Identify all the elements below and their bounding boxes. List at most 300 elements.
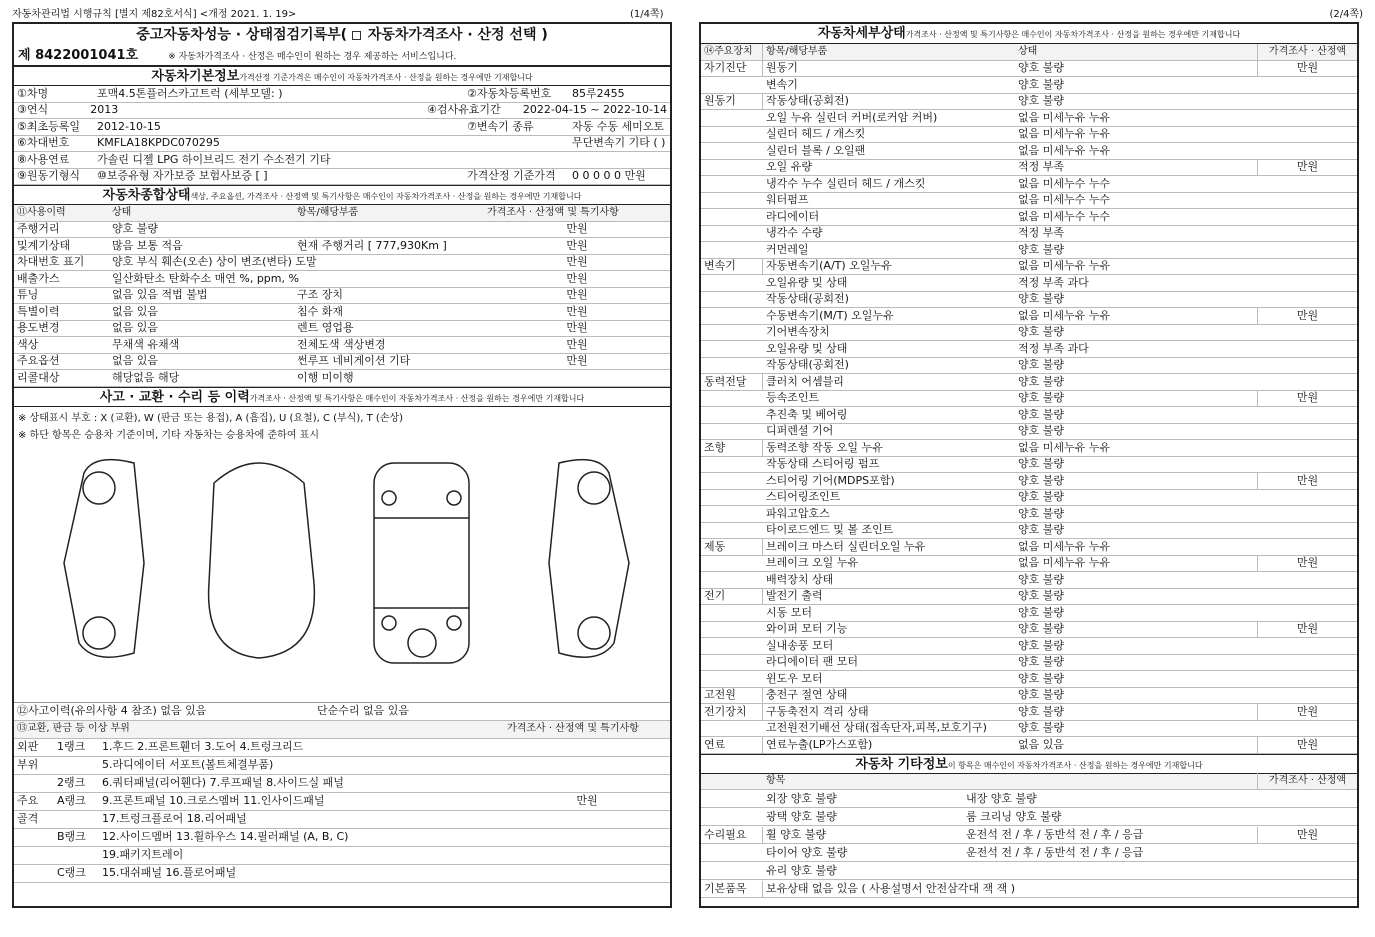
detail-item: 작동상태 스티어링 펌프 [766, 457, 880, 471]
detail-row [701, 671, 1357, 688]
detail-item: 윈도우 모터 [766, 671, 823, 685]
detail-item: 냉각수 수량 [766, 226, 823, 240]
form-title [14, 24, 670, 46]
exchange-parts: 1.후드 2.프론트휀더 3.도어 4.트렁크리드 [102, 740, 304, 753]
exchange-row [14, 757, 670, 775]
detail-price: 만원 [1257, 159, 1357, 175]
basic-info-title: 자동차기본정보 [151, 69, 240, 84]
detail-state: 적정 부족 [1018, 160, 1065, 174]
other-row [701, 790, 1357, 808]
other-table [701, 790, 1357, 898]
detail-state: 없음 미세누수 누수 [1018, 209, 1111, 223]
overall-key: 주요옵션 [17, 354, 60, 368]
overall-key: 차대번호 표기 [17, 255, 85, 269]
overall-row [14, 304, 670, 321]
detail-item: 스티어링조인트 [766, 490, 841, 504]
detail-state: 양호 불량 [1018, 688, 1065, 702]
detail-state: 적정 부족 과다 [1018, 275, 1089, 289]
overall-detail: 구조 장치 [297, 288, 344, 302]
detail-row [701, 242, 1357, 259]
detail-row [701, 490, 1357, 507]
price-check-checkbox[interactable] [352, 31, 361, 40]
overall-key: 배출가스 [17, 271, 60, 285]
detail-item: 발전기 출력 [766, 589, 823, 603]
other-price: 만원 [1257, 827, 1357, 843]
detail-device: 조향 [701, 440, 763, 456]
other-item: 타이어 양호 불량 [766, 845, 848, 859]
other-row [701, 826, 1357, 844]
detail-item: 변속기 [766, 77, 798, 91]
detail-row [701, 308, 1357, 325]
detail-item: 시동 모터 [766, 605, 813, 619]
detail-row [701, 737, 1357, 754]
other-title: 자동차 기타정보 [855, 756, 948, 772]
detail-item: 실내송풍 모터 [766, 638, 834, 652]
detail-price: 만원 [1257, 390, 1357, 406]
detail-device: 원동기 [701, 93, 763, 109]
detail-item: 실린더 블록 / 오일팬 [766, 143, 866, 157]
basic-value-2: 무단변속기 기타 ( ) [572, 136, 666, 150]
car-diagram-svg [14, 443, 670, 673]
overall-key: 및계기상태 [17, 238, 71, 252]
basic-info-row [14, 169, 670, 186]
basic-info-note: 가격산정 기준가격은 매수인이 자동차가격조사 · 산정을 원하는 경우에만 기재합니다 [239, 73, 533, 82]
detail-device: 고전원 [701, 687, 763, 703]
detail-row [701, 556, 1357, 573]
detail-row [701, 61, 1357, 78]
basic-info-section-title [14, 66, 670, 86]
exchange-parts: 6.쿼터패널(리어휀다) 7.루프패널 8.사이드실 패널 [102, 776, 344, 789]
overall-price: 만원 [566, 288, 588, 302]
exchange-rank: C랭크 [57, 866, 86, 879]
form-title-option: 자동차가격조사 · 산정 선택 ) [367, 27, 548, 43]
detail-row [701, 638, 1357, 655]
detail-state: 양호 불량 [1018, 391, 1065, 405]
detail-item: 실린더 헤드 / 개스킷 [766, 127, 866, 141]
detail-state: 양호 불량 [1018, 671, 1065, 685]
overall-key: 리콜대상 [17, 370, 60, 384]
detail-state: 없음 미세누유 누유 [1018, 127, 1111, 141]
basic-key: ⑨원동기형식 [17, 169, 80, 183]
detail-state: 적정 부족 과다 [1018, 341, 1089, 355]
basic-info-row [14, 103, 670, 120]
detail-row [701, 127, 1357, 144]
overall-state: 없음 있음 적법 불법 [112, 288, 208, 302]
detail-state: 양호 불량 [1018, 407, 1065, 421]
overall-state: 양호 부식 훼손(오손) 상이 변조(변타) 도말 [112, 255, 317, 269]
car-left-side [64, 459, 144, 657]
form-title-text: 중고자동차성능 · 상태점검기록부( [136, 27, 348, 43]
detail-row [701, 424, 1357, 441]
accident-history-row [14, 703, 670, 721]
exchange-row [14, 775, 670, 793]
basic-value: KMFLA18KPDC070295 [97, 136, 220, 150]
detail-item: 연료누출(LP가스포함) [766, 737, 873, 751]
detail-row [701, 341, 1357, 358]
detail-price: 만원 [1257, 308, 1357, 324]
other-category: 수리필요 [701, 827, 763, 843]
detail-item: 타이로드엔드 및 볼 조인트 [766, 523, 894, 537]
exchange-head: ⑬교환, 판금 등 이상 부위 [17, 723, 130, 734]
overall-state: 양호 불량 [112, 222, 159, 236]
detail-state: 양호 불량 [1018, 473, 1065, 487]
detail-state: 양호 불량 [1018, 638, 1065, 652]
exchange-row [14, 847, 670, 865]
overall-key: 튜닝 [17, 288, 39, 302]
overall-price: 만원 [566, 271, 588, 285]
car-frame-view [374, 463, 469, 663]
exchange-rank: 1랭크 [57, 740, 86, 753]
detail-item: 작동상태(공회전) [766, 358, 849, 372]
other-section-title [701, 754, 1357, 774]
accident-note: 가격조사 · 산정액 및 특기사항은 매수인이 자동차가격조사 · 산정을 원하는 경우에만 기재합니다 [249, 393, 585, 403]
detail-item: 수동변속기(M/T) 오일누유 [766, 308, 894, 322]
overall-state: 없음 있음 [112, 354, 159, 368]
overall-row [14, 337, 670, 354]
detail-row [701, 523, 1357, 540]
certificate-number: 제 8422001041호 [18, 47, 139, 63]
overall-section-title [14, 185, 670, 205]
overall-price: 만원 [566, 321, 588, 335]
detail-row [701, 325, 1357, 342]
detail-price: 만원 [1257, 737, 1357, 753]
basic-value-2: 2022-04-15 ~ 2022-10-14 [522, 103, 667, 117]
exchange-group: 골격 [17, 812, 39, 825]
overall-state: 없음 있음 [112, 304, 159, 318]
basic-key: ⑤최초등록일 [17, 119, 80, 133]
basic-info-row [14, 152, 670, 169]
form-note: ※ 자동차가격조사 · 산정은 매수인이 원하는 경우 제공하는 서비스입니다. [168, 52, 457, 62]
detail-item: 워터펌프 [766, 193, 809, 207]
exchange-rank: B랭크 [57, 830, 86, 843]
basic-value: 가솔린 디젤 LPG 하이브리드 전기 수소전기 기타 [97, 152, 331, 166]
other-note: 이 항목은 매수인이 자동차가격조사 · 산정을 원하는 경우에만 기재합니다 [947, 760, 1203, 770]
overall-key: 주행거리 [17, 222, 60, 236]
detail-item: 작동상태(공회전) [766, 94, 849, 108]
detail-item: 오일유량 및 상태 [766, 275, 848, 289]
detail-row [701, 688, 1357, 705]
car-diagram [14, 443, 670, 703]
detail-state: 없음 있음 [1018, 737, 1065, 751]
overall-row [14, 238, 670, 255]
exchange-price-head: 가격조사 · 산정액 및 특기사항 [507, 723, 639, 734]
detail-device: 동력전달 [701, 374, 763, 390]
detail-item: 등속조인트 [766, 391, 820, 405]
detail-state: 양호 불량 [1018, 457, 1065, 471]
detail-row [701, 655, 1357, 672]
overall-price: 만원 [566, 354, 588, 368]
car-top-view [209, 463, 315, 658]
detail-device: 제동 [701, 539, 763, 555]
exchange-parts: 12.사이드멤버 13.휠하우스 14.필러패널 (A, B, C) [102, 830, 349, 843]
overall-detail: 현재 주행거리 [ 777,930Km ] [297, 238, 447, 252]
other-item: 휠 양호 불량 [766, 827, 827, 841]
other-head-item: 항목 [766, 775, 786, 787]
other-head-price: 가격조사 · 산정액 [1257, 773, 1357, 789]
exchange-group: 부위 [17, 758, 39, 771]
other-row [701, 880, 1357, 898]
detail-state: 양호 불량 [1018, 325, 1065, 339]
overall-state: 없음 있음 [112, 321, 159, 335]
detail-item: 냉각수 누수 실린더 헤드 / 개스킷 [766, 176, 926, 190]
basic-key: ⑧사용연료 [17, 152, 70, 166]
other-item: 외장 양호 불량 [766, 791, 837, 805]
detail-state: 없음 미세누수 누수 [1018, 176, 1111, 190]
overall-detail: 전체도색 색상변경 [297, 337, 386, 351]
detail-state: 양호 불량 [1018, 61, 1065, 75]
detail-item: 원동기 [766, 61, 798, 75]
car-left-front-wheel [83, 472, 115, 504]
exchange-row [14, 793, 670, 811]
detail-price: 만원 [1257, 704, 1357, 720]
page-1-panel [12, 22, 672, 908]
accident-title: 사고 · 교환 · 수리 등 이력 [99, 389, 250, 405]
detail-state: 양호 불량 [1018, 589, 1065, 603]
basic-info-row [14, 136, 670, 153]
detail-state: 없음 미세누유 누유 [1018, 143, 1111, 157]
basic-key: ①차명 [17, 86, 49, 100]
overall-head-item: 항목/해당부품 [297, 206, 359, 218]
detail-price: 만원 [1257, 60, 1357, 76]
basic-info-row [14, 119, 670, 136]
exchange-row [14, 829, 670, 847]
detail-head-state: 상태 [1018, 45, 1038, 57]
overall-table [14, 222, 670, 387]
detail-row [701, 292, 1357, 309]
overall-head-price: 가격조사 · 산정액 및 특기사항 [487, 206, 619, 218]
law-reference: 자동차관리법 시행규칙 [별지 제82호서식] <개정 2021. 1. 19> [12, 9, 297, 20]
detail-item: 라디에이터 팬 모터 [766, 655, 859, 669]
overall-row [14, 354, 670, 371]
detail-row [701, 358, 1357, 375]
exchange-parts: 15.대쉬패널 16.플로어패널 [102, 866, 237, 879]
detail-head-item: 항목/해당부품 [766, 45, 828, 57]
exchange-parts: 9.프론트패널 10.크로스멤버 11.인사이드패널 [102, 794, 325, 807]
page-number-2: (2/4쪽) [1329, 9, 1363, 20]
exchange-row [14, 865, 670, 883]
basic-value-2: 자동 수동 세미오토 [572, 119, 665, 133]
detail-row [701, 457, 1357, 474]
detail-item: 충전구 절연 상태 [766, 688, 848, 702]
accident-section-title [14, 387, 670, 407]
detail-title: 자동차세부상태 [817, 26, 906, 41]
detail-state: 없음 미세누수 누수 [1018, 193, 1111, 207]
detail-item: 오일 유량 [766, 160, 813, 174]
overall-header-row [14, 205, 670, 222]
detail-price: 만원 [1257, 473, 1357, 489]
detail-state: 양호 불량 [1018, 572, 1065, 586]
basic-key-2: 가격산정 기준가격 [467, 169, 556, 183]
detail-item: 라디에이터 [766, 209, 820, 223]
detail-row [701, 440, 1357, 457]
overall-key: 색상 [17, 337, 39, 351]
overall-price: 만원 [566, 337, 588, 351]
basic-value: 2012-10-15 [97, 119, 161, 133]
detail-table [701, 61, 1357, 754]
overall-detail: 침수 화재 [297, 304, 344, 318]
exchange-parts: 17.트렁크플로어 18.리어패널 [102, 812, 247, 825]
detail-device: 연료 [701, 737, 763, 753]
detail-item: 고전원전기배선 상태(접속단자,피복,보호기구) [766, 721, 987, 735]
symbol-legend-note: ※ 하단 항목은 승용차 기준이며, 기타 자동차는 승용차에 준하여 표시 [18, 429, 319, 441]
exchange-rank: 2랭크 [57, 776, 86, 789]
detail-state: 없음 미세누유 누유 [1018, 556, 1111, 570]
detail-row [701, 589, 1357, 606]
basic-value-2: 85루2455 [572, 86, 625, 100]
detail-row [701, 275, 1357, 292]
detail-item: 오일 누유 실린더 커버(로커암 커버) [766, 110, 938, 124]
overall-head-state: 상태 [112, 206, 132, 218]
detail-row [701, 704, 1357, 721]
detail-state: 없음 미세누유 누유 [1018, 259, 1111, 273]
detail-row [701, 572, 1357, 589]
basic-key-2: ⑦변속기 종류 [467, 119, 534, 133]
detail-row [701, 407, 1357, 424]
detail-device: 전기 [701, 588, 763, 604]
detail-item: 커먼레일 [766, 242, 809, 256]
basic-value: 2013 [90, 103, 119, 117]
detail-device: 전기장치 [701, 704, 763, 720]
overall-note: 색상, 주요옵션, 가격조사 · 산정액 및 특기사항은 매수인이 자동차가격조사 · 산정을 원하는 경우에만 기재합니다 [190, 192, 582, 201]
overall-row [14, 288, 670, 305]
overall-price: 만원 [566, 255, 588, 269]
detail-row [701, 374, 1357, 391]
basic-value-2: 0 0 0 0 0 만원 [572, 169, 646, 183]
overall-price: 만원 [566, 238, 588, 252]
basic-value: ⑩보증유형 자가보증 보험사보증 [ ] [97, 169, 268, 183]
detail-price: 만원 [1257, 555, 1357, 571]
overall-row [14, 271, 670, 288]
overall-state: 무채색 유채색 [112, 337, 180, 351]
detail-item: 파워고압호스 [766, 506, 830, 520]
exchange-parts: 19.패키지트레이 [102, 848, 184, 861]
detail-row [701, 176, 1357, 193]
car-left-rear-wheel [83, 617, 115, 649]
detail-row [701, 259, 1357, 276]
detail-state: 양호 불량 [1018, 721, 1065, 735]
overall-detail: 썬루프 네비게이션 기타 [297, 354, 411, 368]
detail-header-row [701, 44, 1357, 61]
detail-row [701, 160, 1357, 177]
detail-row [701, 77, 1357, 94]
other-row [701, 808, 1357, 826]
overall-state: 일산화탄소 탄화수소 매연 %, ppm, % [112, 271, 299, 285]
overall-title: 자동차종합상태 [102, 188, 191, 203]
detail-head-device: ⑭주요장치 [701, 44, 763, 60]
other-item-2: 운전석 전 / 후 / 동반석 전 / 후 / 응급 [966, 827, 1144, 841]
detail-row [701, 110, 1357, 127]
detail-state: 양호 불량 [1018, 358, 1065, 372]
detail-state: 양호 불량 [1018, 77, 1065, 91]
exchange-group: 주요 [17, 794, 39, 807]
detail-row [701, 605, 1357, 622]
overall-price: 만원 [566, 304, 588, 318]
overall-detail: 이행 미이행 [297, 370, 354, 384]
detail-row [701, 143, 1357, 160]
other-item-2: 운전석 전 / 후 / 동반석 전 / 후 / 응급 [966, 845, 1144, 859]
detail-state: 양호 불량 [1018, 424, 1065, 438]
detail-state: 양호 불량 [1018, 523, 1065, 537]
detail-item: 자동변속기(A/T) 오일누유 [766, 259, 892, 273]
detail-state: 양호 불량 [1018, 506, 1065, 520]
detail-section-title [701, 24, 1357, 44]
other-item: 광택 양호 불량 [766, 809, 837, 823]
exchange-row [14, 811, 670, 829]
detail-item: 오일유량 및 상태 [766, 341, 848, 355]
detail-head-price: 가격조사 · 산정액 [1257, 44, 1357, 60]
overall-state: 많음 보통 적음 [112, 238, 183, 252]
detail-device: 변속기 [701, 258, 763, 274]
detail-row [701, 506, 1357, 523]
detail-state: 양호 불량 [1018, 605, 1065, 619]
detail-row [701, 539, 1357, 556]
detail-device: 자기진단 [701, 60, 763, 76]
detail-row [701, 209, 1357, 226]
detail-item: 구동축전지 격리 상태 [766, 704, 869, 718]
overall-row [14, 255, 670, 272]
detail-row [701, 193, 1357, 210]
detail-item: 작동상태(공회전) [766, 292, 849, 306]
detail-item: 기어변속장치 [766, 325, 830, 339]
basic-key: ⑥차대번호 [17, 136, 70, 150]
other-item: 보유상태 없음 있음 ( 사용설명서 안전삼각대 잭 잭 ) [766, 881, 1016, 895]
detail-state: 없음 미세누유 누유 [1018, 308, 1111, 322]
detail-row [701, 622, 1357, 639]
detail-row [701, 226, 1357, 243]
exchange-header-row [14, 721, 670, 739]
basic-info-row [14, 86, 670, 103]
detail-item: 브레이크 오일 누유 [766, 556, 859, 570]
exchange-table [14, 739, 670, 883]
overall-key: 특별이력 [17, 304, 60, 318]
overall-row [14, 222, 670, 239]
detail-row [701, 391, 1357, 408]
page-2-panel [699, 22, 1359, 908]
detail-state: 적정 부족 [1018, 226, 1065, 240]
other-item-2: 룸 크리닝 양호 불량 [966, 809, 1062, 823]
exchange-row [14, 739, 670, 757]
detail-state: 양호 불량 [1018, 94, 1065, 108]
detail-item: 스티어링 기어(MDPS포함) [766, 473, 895, 487]
detail-state: 양호 불량 [1018, 622, 1065, 636]
exchange-rank: A랭크 [57, 794, 86, 807]
page-number-1: (1/4쪽) [630, 9, 664, 20]
overall-head-usage: ⑪사용이력 [17, 206, 66, 218]
overall-price: 만원 [566, 222, 588, 236]
detail-state: 양호 불량 [1018, 292, 1065, 306]
exchange-parts: 5.라디에이터 서포트(볼트체결부품) [102, 758, 274, 771]
detail-state: 없음 미세누유 누유 [1018, 440, 1111, 454]
other-row [701, 862, 1357, 880]
overall-state: 해당없음 해당 [112, 370, 180, 384]
basic-key-2: ②자동차등록번호 [467, 86, 552, 100]
basic-key-2: ④검사유효기간 [426, 103, 501, 117]
detail-row [701, 721, 1357, 738]
detail-item: 추진축 및 베어링 [766, 407, 848, 421]
other-row [701, 844, 1357, 862]
detail-price: 만원 [1257, 621, 1357, 637]
accident-history: ⑫사고이력(유의사항 4 참조) 없음 있음 [17, 704, 207, 717]
other-item-2: 내장 양호 불량 [966, 791, 1037, 805]
overall-key: 용도변경 [17, 321, 60, 335]
other-item: 유리 양호 불량 [766, 863, 837, 877]
detail-item: 동력조향 작동 오일 누유 [766, 440, 883, 454]
other-category: 기본품목 [701, 881, 763, 897]
detail-row [701, 94, 1357, 111]
exchange-price: 만원 [576, 794, 598, 807]
detail-state: 양호 불량 [1018, 704, 1065, 718]
detail-item: 클러치 어셈블리 [766, 374, 844, 388]
